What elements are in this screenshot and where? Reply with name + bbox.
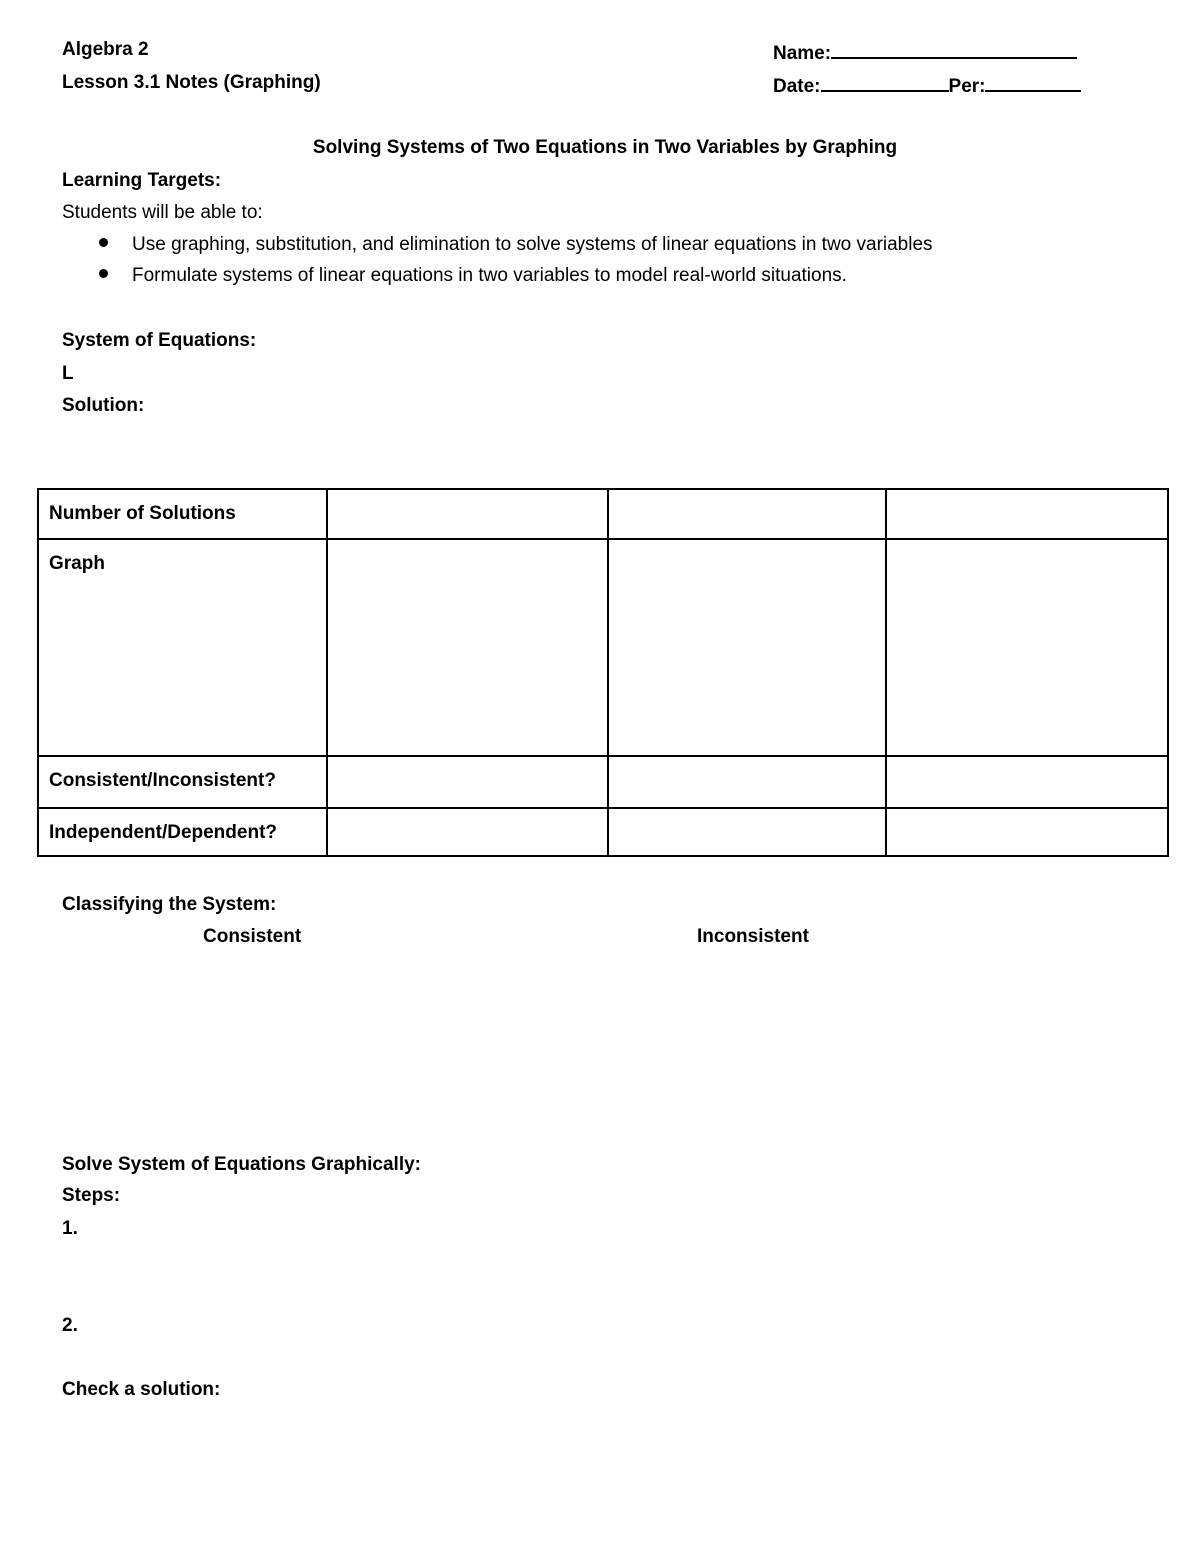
- per-label: Per:: [948, 76, 986, 97]
- solve-heading: Solve System of Equations Graphically:: [62, 1154, 421, 1175]
- row-label-graph: Graph: [38, 539, 327, 756]
- table-row: [38, 539, 1168, 756]
- table-cell[interactable]: [886, 756, 1168, 808]
- system-heading: System of Equations:: [62, 330, 257, 351]
- inconsistent-label: Inconsistent: [697, 926, 809, 947]
- name-label: Name:: [773, 43, 832, 64]
- table-cell[interactable]: [608, 539, 886, 756]
- name-line: [773, 38, 1077, 66]
- learning-target-text: Formulate systems of linear equations in two variables to model real-world situations.: [132, 265, 847, 286]
- step-1: 1.: [62, 1218, 78, 1239]
- lesson-title: Lesson 3.1 Notes (Graphing): [62, 72, 321, 93]
- table-cell[interactable]: [327, 756, 608, 808]
- learning-targets-intro: Students will be able to:: [62, 202, 263, 223]
- date-label: Date:: [773, 76, 821, 97]
- steps-label: Steps:: [62, 1185, 121, 1206]
- learning-target-item: [99, 264, 847, 288]
- solution-label: Solution:: [62, 395, 145, 416]
- learning-target-text: Use graphing, substitution, and elimination to solve systems of linear equations in two variables: [132, 234, 933, 255]
- row-label-number-of-solutions: Number of Solutions: [38, 489, 327, 539]
- table-cell[interactable]: [327, 489, 608, 539]
- table-cell[interactable]: [608, 489, 886, 539]
- learning-target-item: [99, 233, 933, 257]
- table-cell[interactable]: [608, 756, 886, 808]
- table-cell[interactable]: [327, 539, 608, 756]
- per-blank[interactable]: [985, 71, 1081, 92]
- solutions-table: [37, 488, 1169, 857]
- table-cell[interactable]: [886, 808, 1168, 856]
- table-row: [38, 489, 1168, 539]
- check-solution-label: Check a solution:: [62, 1379, 221, 1400]
- bullet-icon: [99, 238, 108, 247]
- consistent-label: Consistent: [203, 926, 302, 947]
- table-cell[interactable]: [608, 808, 886, 856]
- table-cell[interactable]: [886, 489, 1168, 539]
- bullet-icon: [99, 269, 108, 278]
- table-row: [38, 808, 1168, 856]
- classifying-heading: Classifying the System:: [62, 894, 277, 915]
- date-per-line: [773, 71, 1081, 99]
- learning-targets-heading: Learning Targets:: [62, 170, 222, 191]
- name-blank[interactable]: [831, 38, 1077, 59]
- stray-letter: L: [62, 363, 74, 384]
- table-row: [38, 756, 1168, 808]
- course-title: Algebra 2: [62, 39, 149, 60]
- row-label-independent: Independent/Dependent?: [38, 808, 327, 856]
- table-cell[interactable]: [327, 808, 608, 856]
- page-title: Solving Systems of Two Equations in Two Variables by Graphing: [312, 137, 898, 158]
- step-2: 2.: [62, 1315, 78, 1336]
- table-cell[interactable]: [886, 539, 1168, 756]
- date-blank[interactable]: [821, 71, 949, 92]
- row-label-consistent: Consistent/Inconsistent?: [38, 756, 327, 808]
